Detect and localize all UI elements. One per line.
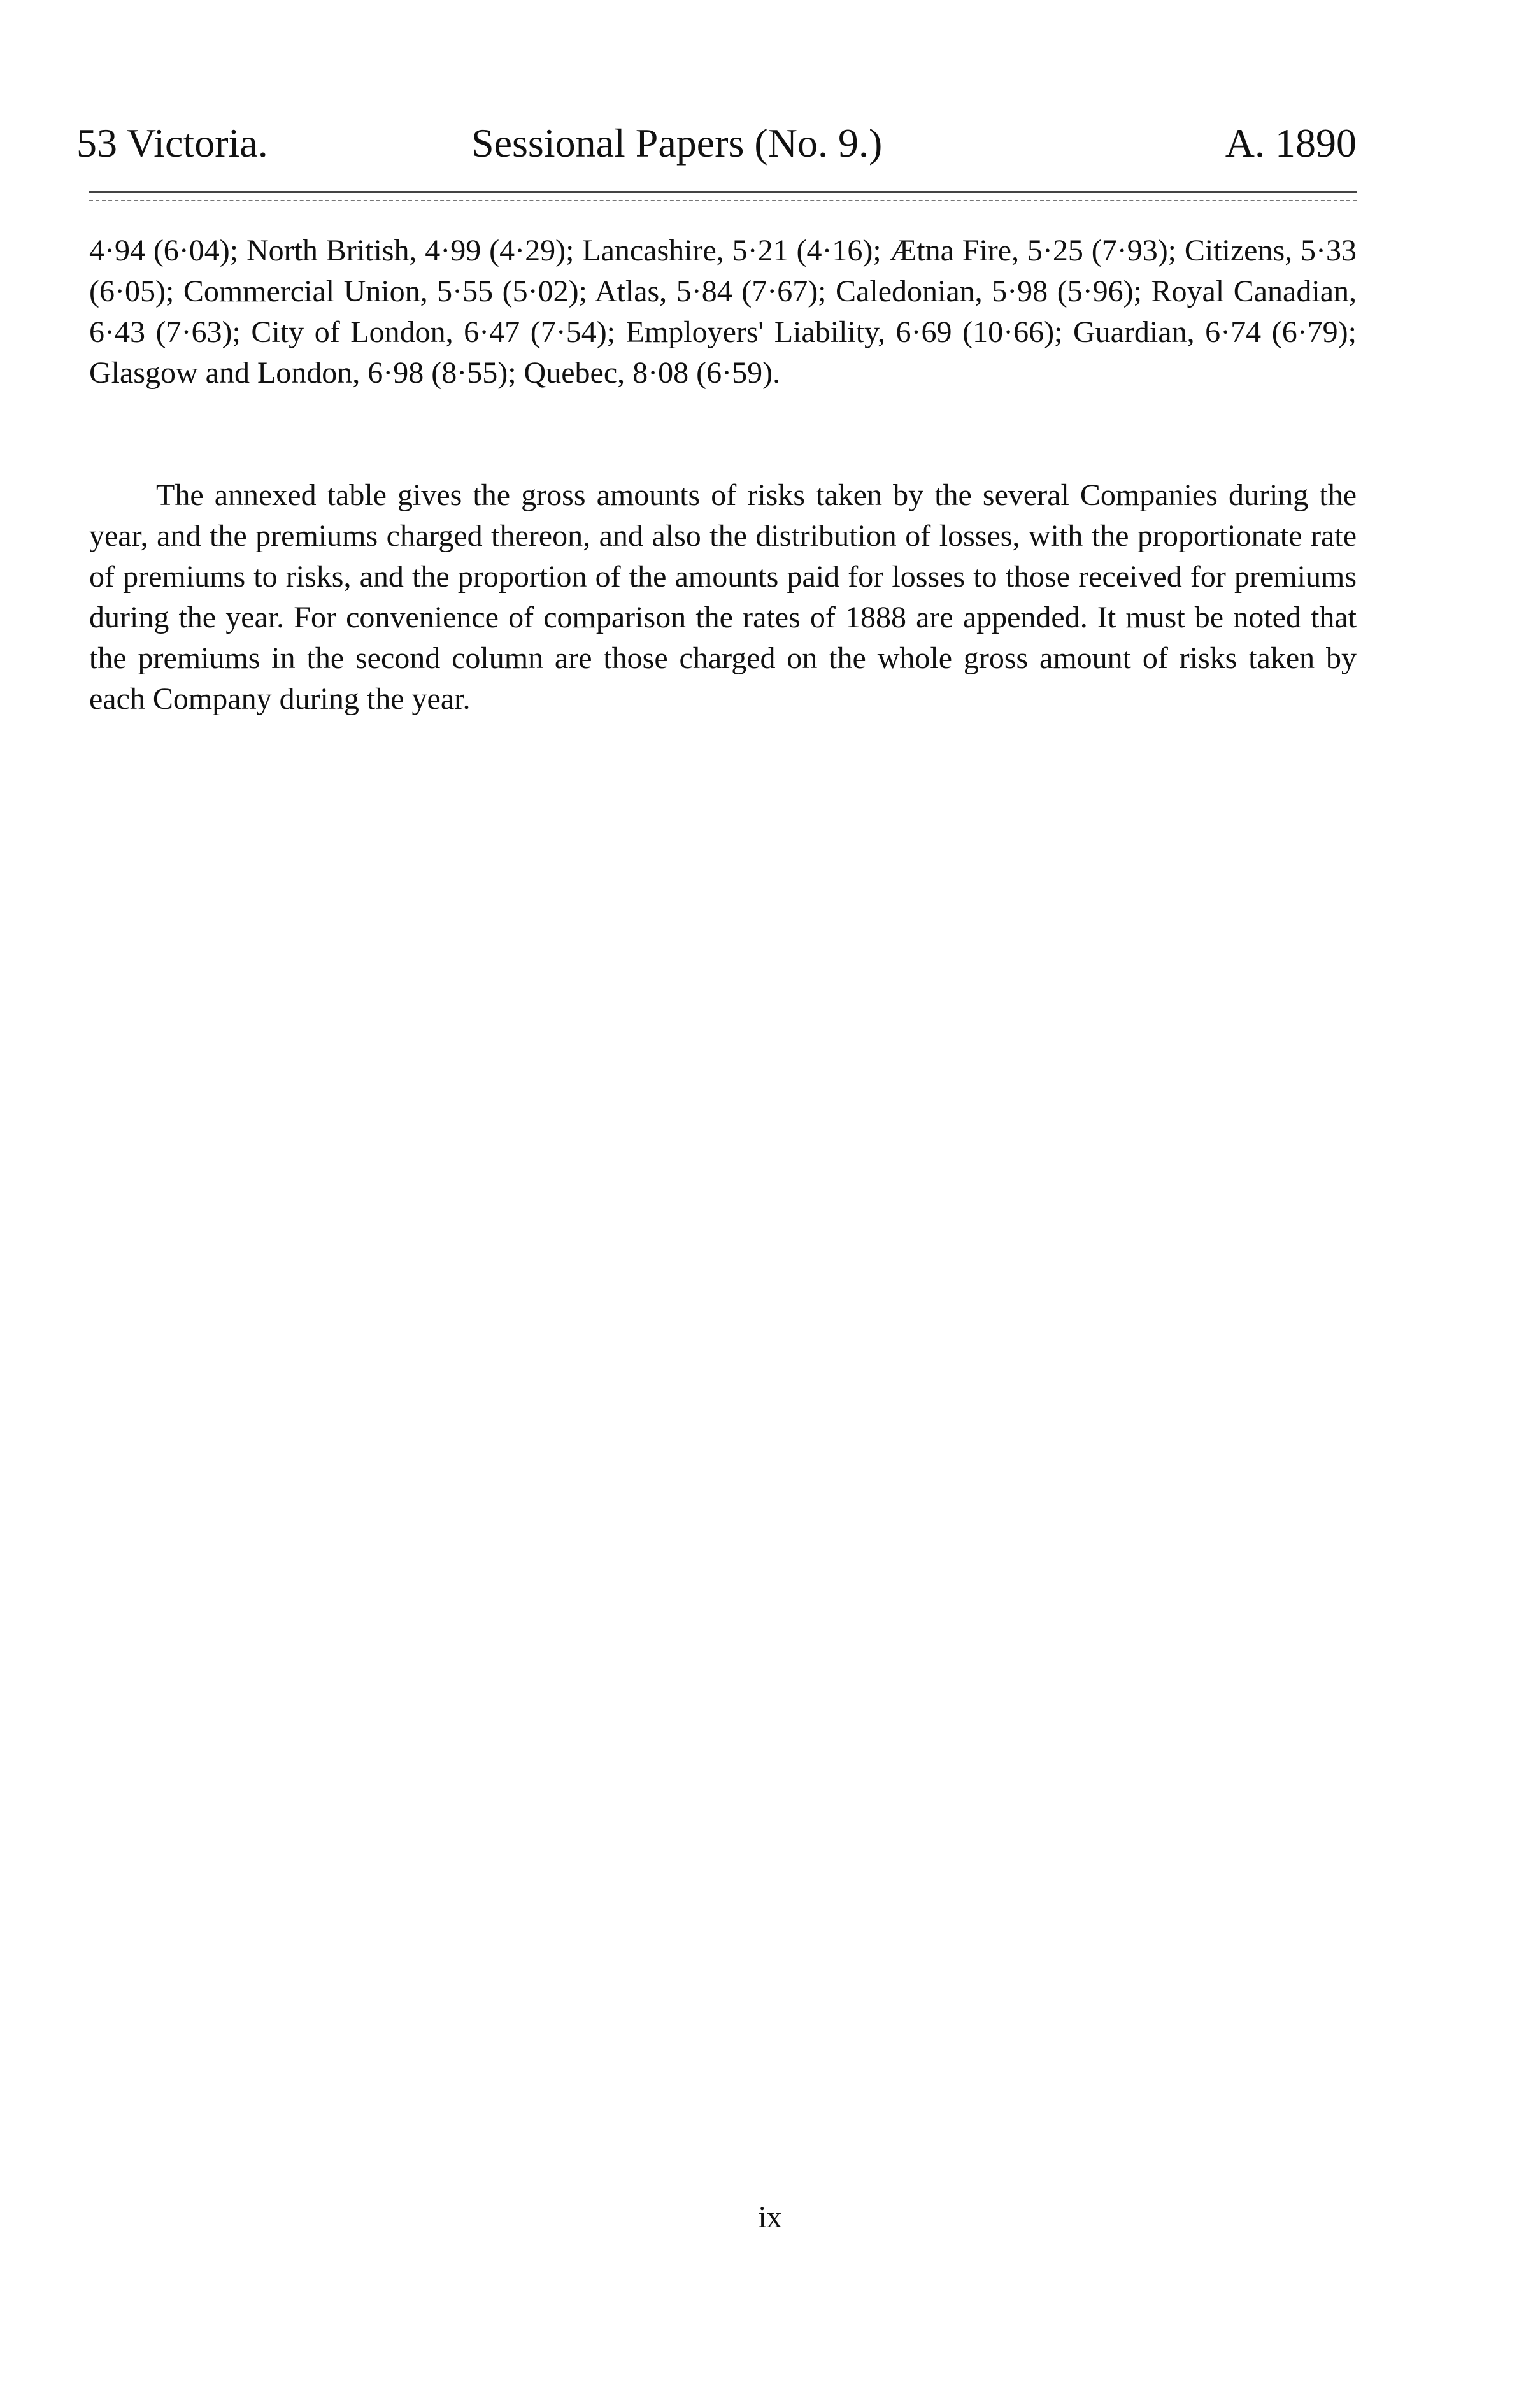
body-paragraph: The annexed table gives the gross amounts of risks taken by the several Companies during the year, and the premiums charged thereon, and also the distribution of losses, with the proportionate rate of premiums to risks, and the proportion of the amounts paid for losses to those received for premiums during the year. For convenience of comparison the rates of 1888 are appended. It must be noted that the premiums in the second column are those charged on the whole gross amount of risks taken by each Company during the year.: [89, 478, 1357, 716]
body-paragraph-continued: 4·94 (6·04); North British, 4·99 (4·29); Lancashire, 5·21 (4·16); Ætna Fire, 5·25 (7·93); Citizens, 5·33 (6·05); Commercial Union, 5·55 (5·02); Atlas, 5·84 (7·67); Caledonian, 5·98 (5·96); Royal Canadian, 6·43 (7·63); City of London, 6·47 (7·54); Employers' Liability, 6·69 (10·66); Guardian, 6·74 (6·79); Glasgow and London, 6·98 (8·55); Quebec, 8·08 (6·59).: [89, 234, 1357, 390]
header-rule: [89, 191, 1357, 193]
header-session: 53 Victoria.: [76, 120, 268, 166]
header-year: A. 1890: [1225, 120, 1357, 166]
page-number: ix: [758, 2200, 782, 2234]
header-publication-title: Sessional Papers (No. 9.): [471, 120, 883, 166]
header-rule-secondary: [89, 200, 1357, 201]
running-header: [76, 115, 1357, 172]
